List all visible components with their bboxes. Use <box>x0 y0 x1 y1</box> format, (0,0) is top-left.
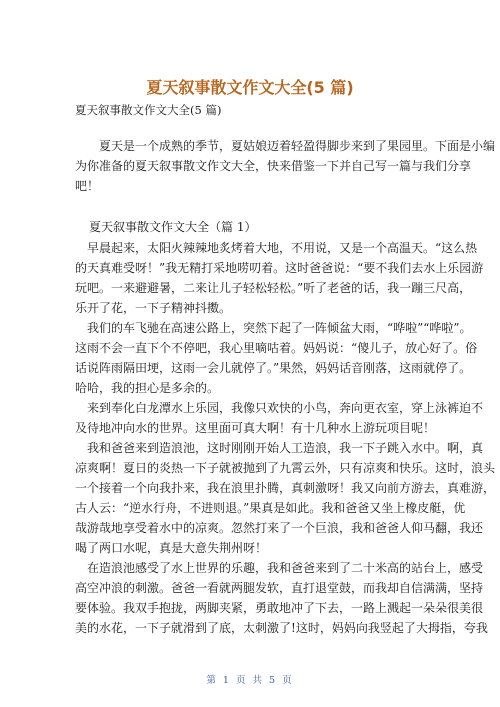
paragraph-line: 美的水花，一下子就滑到了底，太刺激了!这时，妈妈向我竖起了大拇指，夸我 <box>75 621 488 635</box>
paragraph-line: 的天真难受呀！”我无精打采地唠叨着。这时爸爸说：“要不我们去水上乐园游 <box>75 261 484 275</box>
essay-body <box>75 238 496 638</box>
paragraph-line: 来到奉化白龙潭水上乐园，我像只欢快的小鸟，奔向更衣室，穿上泳裤迫不 <box>75 401 484 415</box>
paragraph-line: 这雨不会一直下个不停吧，我心里嘀咕着。妈妈说：“傻儿子，放心好了。俗 <box>75 341 478 355</box>
page-footer: 第 1 页 共 5 页 <box>206 675 294 686</box>
paragraph-line: 要体验。我双手抱拢，两脚夹紧，勇敢地冲了下去，一路上溅起一朵朵很美很 <box>75 601 484 615</box>
paragraph-line: 古人云：“逆水行舟，不进则退。”果真是如此。我和爸爸又坐上橡皮艇，优 <box>75 501 466 515</box>
paragraph-line: 一个接着一个向我扑来，我在浪里扑腾，真刺激呀！我又向前方游去，真难游， <box>75 481 496 495</box>
paragraph-line: 乐开了花，一下子精神抖擞。 <box>75 301 232 315</box>
paragraph-line: 高空冲浪的刺激。爸爸一看就两腿发软，直打退堂鼓，而我却自信满满，坚持 <box>75 581 484 595</box>
paragraph-line: 话说阵雨隔田埂，这雨一会儿就停了。”果然，妈妈话音刚落，这雨就停了。 <box>75 361 472 375</box>
paragraph-line: 玩吧。一来避避暑，二来让儿子轻松轻松。”听了老爸的话，我一蹦三尺高， <box>75 281 472 295</box>
intro-line: 吧！ <box>75 179 100 193</box>
paragraph-line: 哉游哉地享受着水中的凉爽。忽然打来了一个巨浪，我和爸爸人仰马翻，我还 <box>75 521 484 535</box>
paragraph-line: 凉爽啊！夏日的炎热一下子就被抛到了九霄云外，只有凉爽和快乐。这时，浪头 <box>75 461 496 475</box>
intro-line: 为你准备的夏天叙事散文作文大全，快来借鉴一下并自己写一篇与我们分享 <box>75 159 472 173</box>
document-subtitle: 夏天叙事散文作文大全(5 篇) <box>75 103 222 117</box>
paragraph-line: 我和爸爸来到造浪池，这时刚刚开始人工造浪，我一下子跳入水中。啊，真 <box>75 441 484 455</box>
document-title: 夏天叙事散文作文大全(5 篇) <box>146 78 354 97</box>
paragraph-line: 及待地冲向水的世界。这里面可真大啊！有十几种水上游玩项目呢！ <box>75 421 436 435</box>
paragraph-line: 早晨起来，太阳火辣辣地炙烤着大地，不用说，又是一个高温天。“这么热 <box>75 241 478 255</box>
paragraph-line: 喝了两口水呢，真是大意失荆州呀！ <box>75 541 268 555</box>
intro-line: 夏天是一个成熟的季节，夏姑娘迈着轻盈得脚步来到了果园里。下面是小编 <box>75 139 496 153</box>
paragraph-line: 在造浪池感受了水上世界的乐趣，我和爸爸来到了二十米高的站台上，感受 <box>75 561 484 575</box>
paragraph-line: 哈哈，我的担心是多余的。 <box>75 381 220 395</box>
essay-heading: 夏天叙事散文作文大全（篇 1） <box>89 220 257 234</box>
paragraph-line: 我们的车飞驰在高速公路上，突然下起了一阵倾盆大雨，“哗啦”“哗啦”。 <box>75 321 472 335</box>
intro-paragraph <box>75 136 496 196</box>
